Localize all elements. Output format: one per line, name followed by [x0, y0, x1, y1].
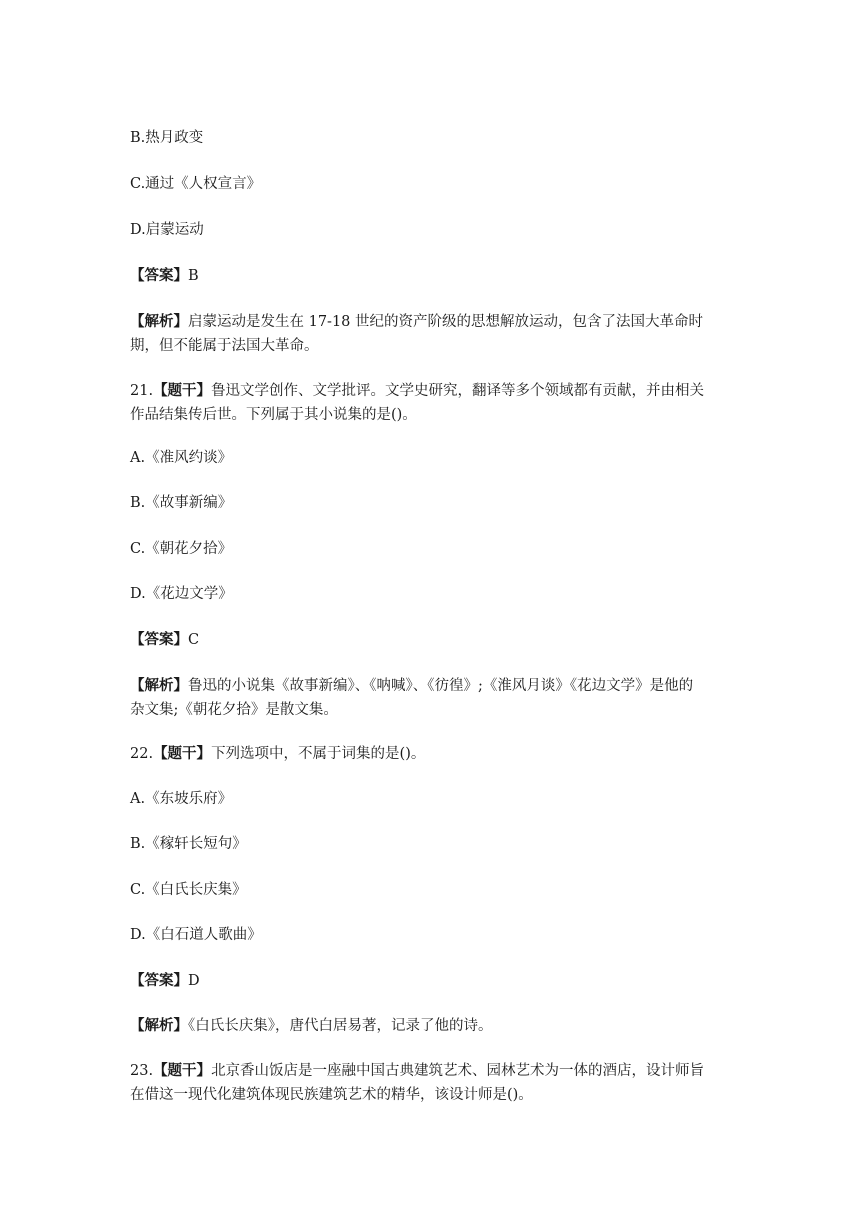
q20-analysis: [130, 310, 740, 358]
analysis-tag: 【解析】: [130, 313, 188, 330]
answer-tag: 【答案】: [130, 631, 188, 648]
q22-analysis: 【解析】《白氏长庆集》，唐代白居易著，记录了他的诗。: [130, 1017, 493, 1034]
q23-stem: [130, 1059, 740, 1107]
q20-option-b: B.热月政变: [130, 130, 204, 146]
q21-option-c: C.《朝花夕拾》: [130, 541, 233, 557]
q22-answer: [130, 969, 740, 993]
analysis-line: 期，但不能属于法国大革命。: [130, 338, 319, 354]
q21-option-d: D.《花边文学》: [130, 586, 233, 602]
stem-line: 23.【题干】北京香山饭店是一座融中国古典建筑艺术、园林艺术为一体的酒店，设计师旨: [130, 1062, 705, 1079]
q22-option-a: A.《东坡乐府》: [130, 791, 233, 807]
question-number: 23.: [130, 1063, 154, 1079]
q22-option-c: C.《白氏长庆集》: [130, 882, 247, 898]
q21-analysis: [130, 674, 740, 722]
answer-value: C: [188, 632, 200, 648]
answer-tag: 【答案】: [130, 267, 188, 284]
question-number: 22.: [130, 746, 154, 762]
stem-tag: 【题干】: [153, 745, 212, 762]
stem-tag: 【题干】: [153, 1062, 212, 1079]
q22-option-d: D.《白石道人歌曲》: [130, 927, 262, 943]
stem-line: 作品结集传后世。下列属于其小说集的是()。: [130, 407, 417, 423]
q20-answer: [130, 264, 740, 288]
answer-tag: 【答案】: [130, 972, 188, 989]
q20-option-c: C.通过《人权宣言》: [130, 176, 262, 192]
q21-option-b: B.《故事新编》: [130, 495, 233, 511]
stem-line: 在借这一现代化建筑体现民族建筑艺术的精华，该设计师是()。: [130, 1087, 533, 1103]
analysis-line: 【解析】鲁迅的小说集《故事新编》、《呐喊》、《彷徨》;《淮风月谈》《花边文学》是他的: [130, 677, 694, 694]
q21-answer: [130, 628, 740, 652]
analysis-line: 【解析】启蒙运动是发生在 17-18 世纪的资产阶级的思想解放运动，包含了法国大革命时: [130, 313, 704, 330]
q21-stem: [130, 379, 740, 427]
stem-line: 21.【题干】鲁迅文学创作、文学批评。文学史研究，翻译等多个领域都有贡献，并由相关: [130, 382, 705, 399]
analysis-line: 杂文集;《朝花夕拾》是散文集。: [130, 702, 338, 718]
analysis-tag: 【解析】: [130, 677, 188, 694]
q20-option-d: D.启蒙运动: [130, 222, 204, 238]
question-number: 21.: [130, 383, 154, 399]
q21-option-a: A.《准风约谈》: [130, 450, 233, 466]
q22-stem: 22.【题干】下列选项中，不属于词集的是()。: [130, 745, 426, 762]
answer-value: D: [188, 973, 200, 989]
stem-tag: 【题干】: [153, 382, 212, 399]
answer-value: B: [188, 268, 199, 284]
analysis-tag: 【解析】: [130, 1017, 188, 1034]
q22-option-b: B.《稼轩长短句》: [130, 836, 247, 852]
